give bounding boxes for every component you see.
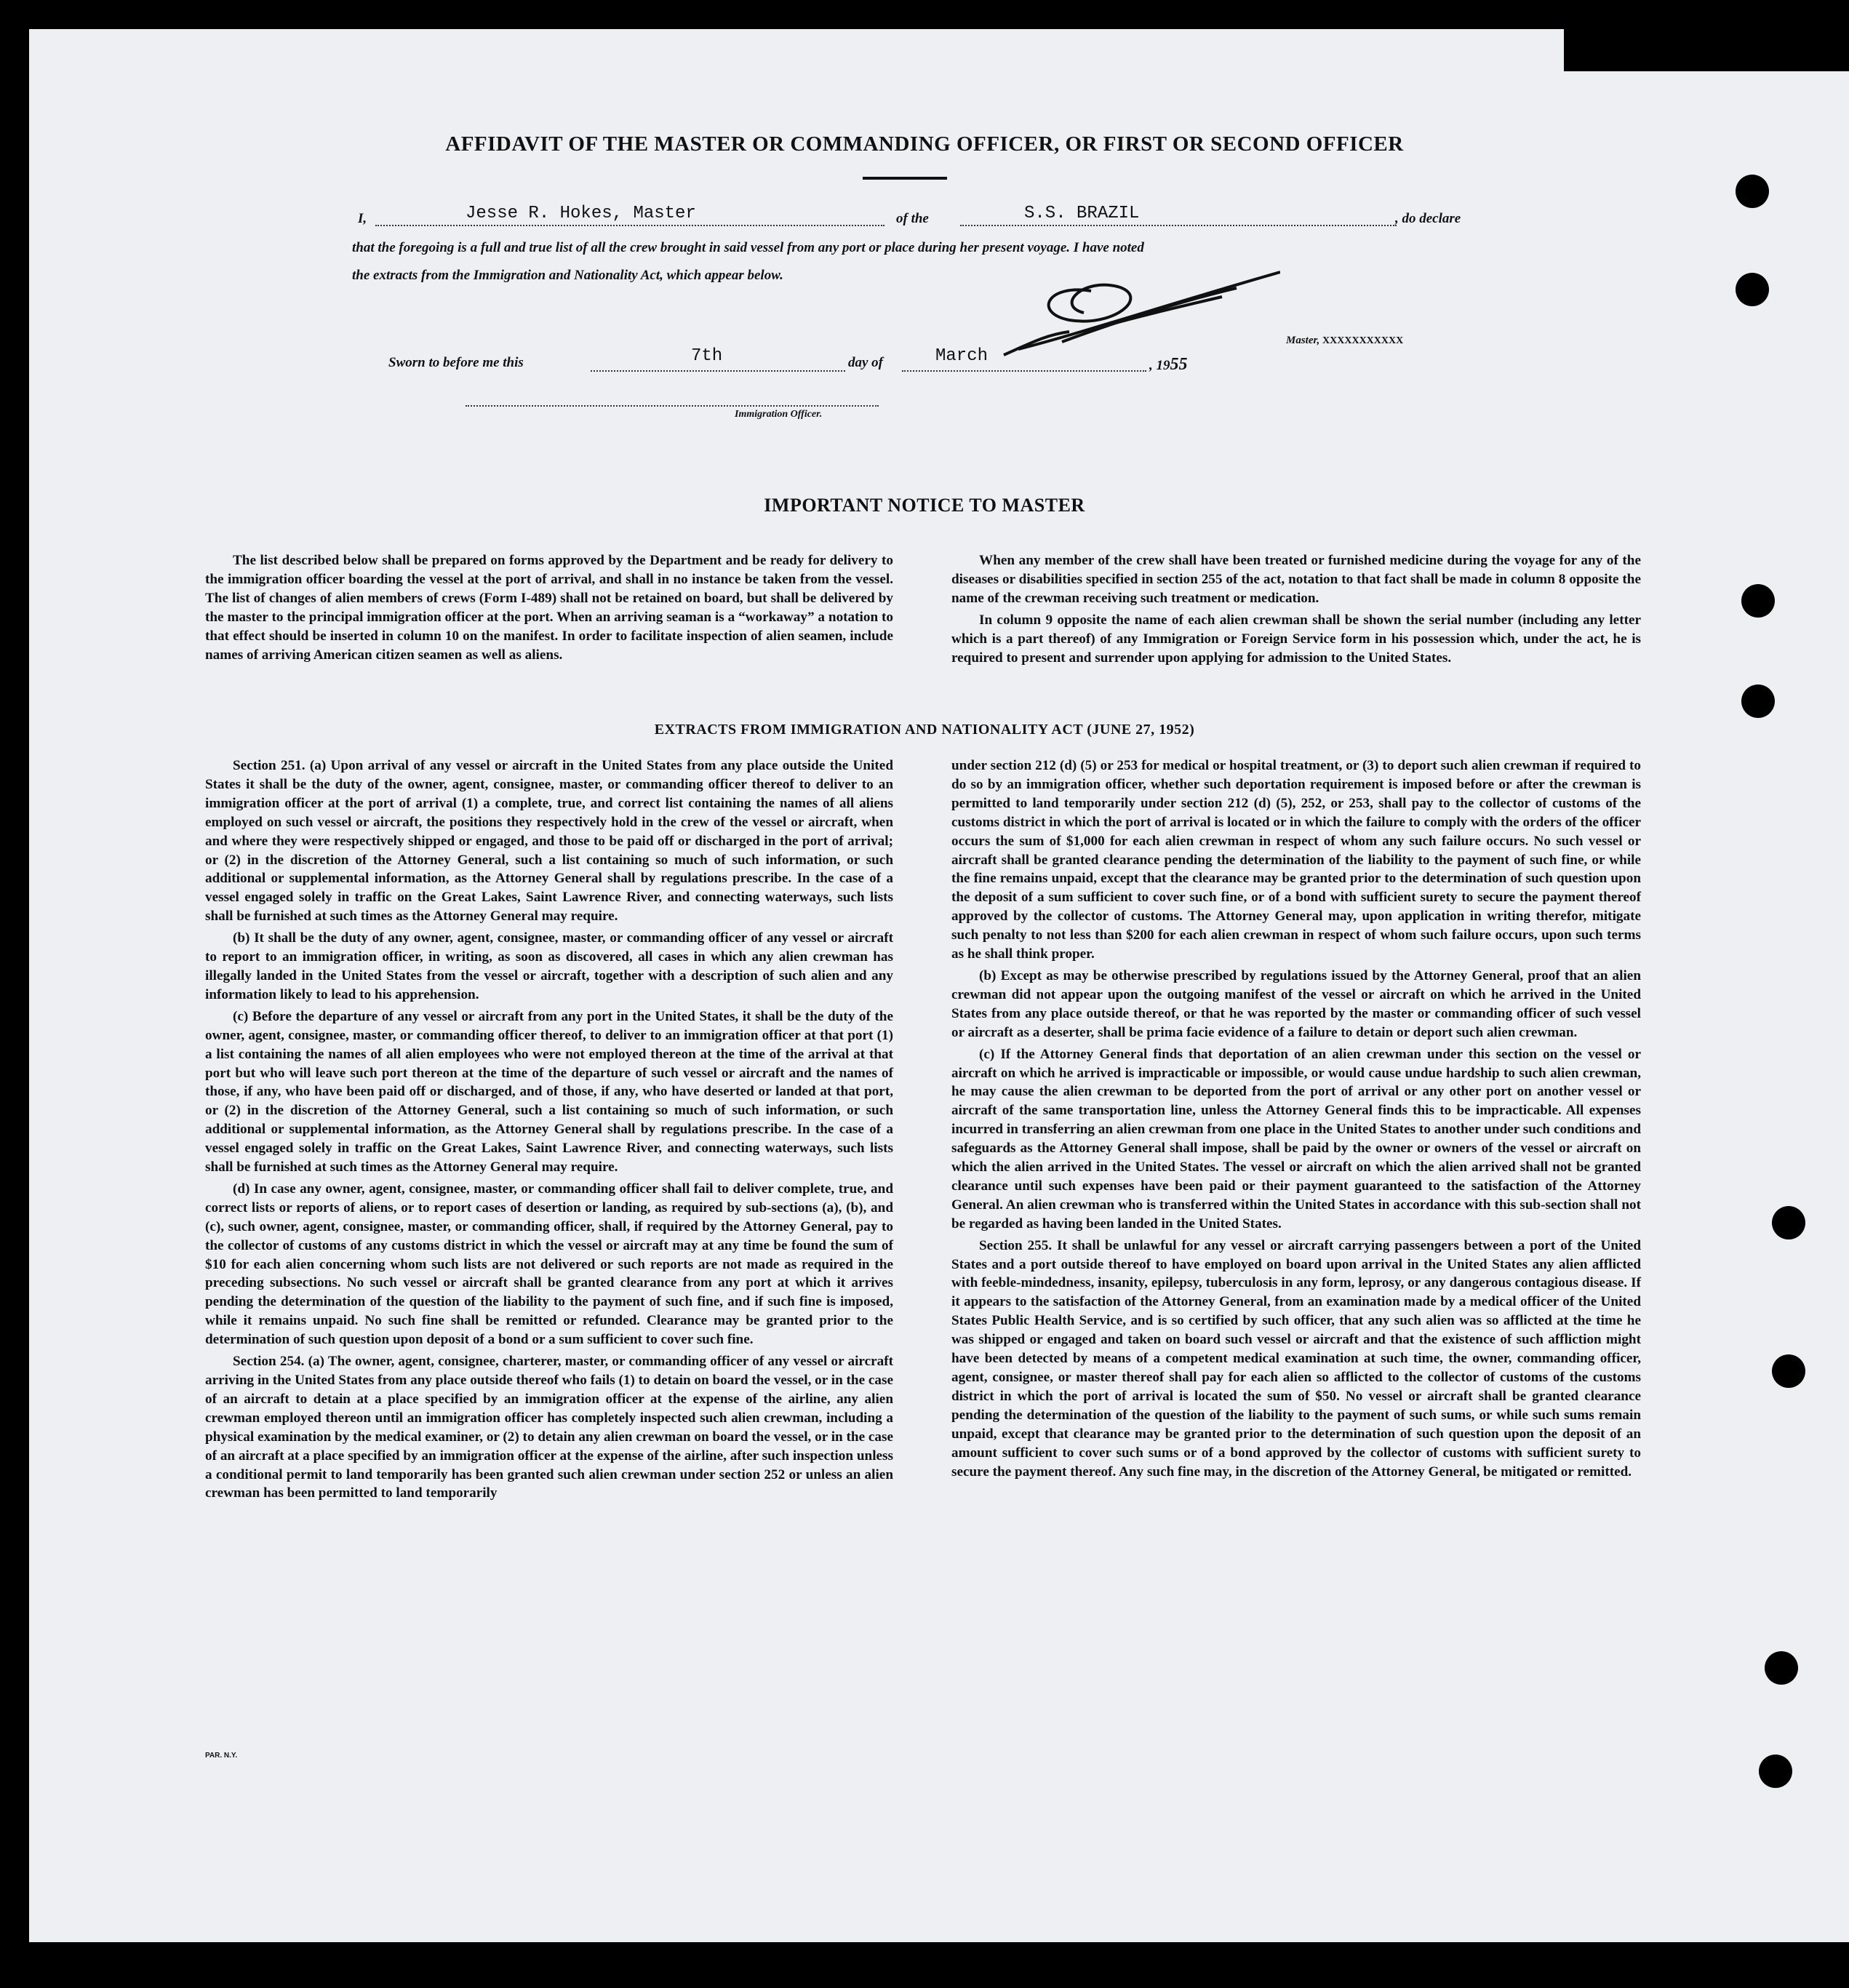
section-251-a: Section 251. (a) Upon arrival of any vessel or aircraft in the United States from any place outside the United States it shall be the duty of the owner, agent, consignee, master, or commanding officer thereof to deliver to an immigration officer at the port of arrival (1) a complete, true, and correct list containing the names of all aliens employed on such vessel or aircraft, the positions they respectively hold in the crew of the vessel or aircraft, when and where they were respectively shipped or engaged, and those to be paid off or discharged in the port of arrival; or (2) in the discretion of the Attorney General, such a list containing so much of such information, or such additional or supplemental information, as the Attorney General shall by regulations prescribe. In the case of a vessel engaged solely in traffic on the Great Lakes, Saint Lawrence River, and connecting waterways, such lists shall be furnished at such times as the Attorney General may require. — [205, 758, 893, 925]
immigration-officer-label: Immigration Officer. — [735, 409, 823, 420]
notice-left-paragraph: The list described below shall be prepared on forms approved by the Department and be ready for delivery to the immigration officer boarding the vessel at the port of arrival, and shall in no instance be taken from the vessel. The list of changes of alien members of crews (Form I-489) shall not be retained on board, but shall be delivered by the master to the principal immigration officer at the port. When an arriving seaman is a “workaway” a notation to that effect should be inserted in column 10 on the manifest. In order to facilitate inspection of alien seamen, include names of arriving American citizen seamen as well as aliens. — [205, 553, 893, 663]
notice-right-column — [951, 551, 1641, 670]
day-of-label: day of — [848, 355, 884, 370]
name-line — [375, 224, 884, 226]
binder-hole — [1765, 1651, 1798, 1685]
year-prefix: , 19 — [1149, 358, 1170, 373]
binder-hole — [1741, 584, 1775, 618]
section-254-a-continued: under section 212 (d) (5) or 253 for medical or hospital treatment, or (3) to deport such alien crewman if required to do so by an immigration officer, whether such deportation requirement is imposed before or after the crewman is permitted to land temporarily under section 212 (d) (5), 252, or 253, shall pay to the collector of customs of the customs district in which the port of arrival is located or in which the failure to comply with the orders of the officer occurs the sum of $1,000 for each alien crewman in respect of whom any such failure occurs. No such vessel or aircraft shall be granted clearance pending the determination of the liability to the payment of such fine, or while the fine remains unpaid, except that the clearance may be granted prior to the determination of such question upon the deposit of a sum sufficient to cover such fine, or of a bond with sufficient surety to secure the payment thereof approved by the collector of customs. The Attorney General may, upon application in writing therefor, mitigate such penalty to not less than $200 for each alien crewman in respect of whom such failure occurs, upon such terms as he shall think proper. — [951, 758, 1641, 962]
binder-hole — [1741, 684, 1775, 718]
of-the-label: of the — [896, 211, 929, 226]
section-254-a: Section 254. (a) The owner, agent, consignee, charterer, master, or commanding officer of any vessel or aircraft arriving in the United States from any place outside thereof who fails (1) to detain on board the vessel, or in the case of an aircraft to detain at a place specified by an immigration officer at the expense of the airline, any alien crewman employed thereon until an immigration officer has completely inspected such alien crewman, including a physical examination by the medical examiner, or (2) to detain any alien crewman on board the vessel, or in the case of an aircraft at a place specified by an immigration officer at the expense of the airline, after such inspection unless a conditional permit to land temporarily has been granted such alien crewman under section 252 or unless an alien crewman has been permitted to land temporarily — [205, 1354, 894, 1501]
notice-title: IMPORTANT NOTICE TO MASTER — [764, 495, 1085, 516]
sworn-label: Sworn to before me this — [388, 355, 524, 370]
sworn-day: 7th — [691, 346, 723, 366]
form-code: PAR. N.Y. — [205, 1752, 238, 1760]
notice-left-column — [205, 551, 893, 667]
notice-right-paragraph-2: In column 9 opposite the name of each alien crewman shall be shown the serial number (including any letter which is a part thereof) of any Immigration or Foreign Service form in his possession which, under the act, he is required to present and surrender upon applying for admission to the United States. — [951, 612, 1641, 666]
officer-signature-line — [466, 404, 879, 407]
binder-hole — [1772, 1206, 1805, 1239]
section-251-c: (c) Before the departure of any vessel or aircraft from any port in the United States, it shall be the duty of the owner, agent, consignee, master, or commanding officer thereof, to deliver to an immigration officer at that port (1) a list containing the names of all alien employees who were not employed thereon at the time of the arrival at that port but who will leave such port thereon at the time of the departure of such vessel or aircraft and the names of those, if any, who have been paid off or discharged, and of those, if any, who have deserted or landed at that port, or (2) in the discretion of the Attorney General, such a list containing so much of such information, or such additional or supplemental information, as the Attorney General shall by regulations prescribe. In the case of a vessel engaged solely in traffic on the Great Lakes, Saint Lawrence River, and connecting waterways, such lists shall be furnished at such times as the Attorney General may require. — [205, 1008, 893, 1175]
do-declare-label: , do declare — [1395, 211, 1461, 226]
master-title: Master, — [1286, 335, 1320, 346]
declaration-line-1: that the foregoing is a full and true list of all the crew brought in said vessel from any port or place during her present voyage. I have noted — [352, 240, 1144, 255]
title-rule — [863, 177, 947, 180]
binder-hole — [1772, 1354, 1805, 1388]
year-suffix: 55 — [1170, 355, 1188, 374]
master-name: Jesse R. Hokes, Master — [466, 204, 696, 223]
master-struck-text: XXXXXXXXXXX — [1322, 335, 1404, 346]
vessel-name: S.S. BRAZIL — [1024, 204, 1140, 223]
extracts-right-column — [951, 757, 1641, 1484]
section-254-c: (c) If the Attorney General finds that deportation of an alien crewman under this section on the vessel or aircraft on which he arrived is impracticable or impossible, or would cause undue hardship to such alien crewman, he may cause the alien crewman to be deported from the port of arrival or any other port on another vessel or aircraft of the same transportation line, unless the Attorney General finds this to be impracticable. All expenses incurred in transferring an alien crewman from one place in the United States to another under such conditions and safeguards as the Attorney General shall impose, shall be paid by the owner or owners of the vessel or aircraft on which the alien arrived in the United States. The vessel or aircraft on which the alien arrived shall not be granted clearance until such expenses have been paid or their payment guaranteed to the satisfaction of the Attorney General. An alien crewman who is transferred within the United States in accordance with this sub-section shall not be regarded as having been landed in the United States. — [951, 1046, 1641, 1231]
extracts-left-column — [205, 757, 893, 1506]
section-251-d: (d) In case any owner, agent, consignee, master, or commanding officer shall fail to deliver complete, true, and correct lists or reports of aliens, or to report cases of desertion or landing, as required by sub-sections (a), (b), and (c), such owner, agent, consignee, master, or commanding officer, shall, if required by the Attorney General, pay to the collector of customs of any customs district in which the vessel or aircraft may at any time be found the sum of $10 for each alien concerning whom such lists are not delivered or such reports are not made as required in the preceding subsections. No such vessel or aircraft shall be granted clearance from any port at which it arrives pending the determination of the question of the liability to the payment of such fine, and if such fine is imposed, while it remains unpaid. No such fine shall be remitted or refunded. Clearance may be granted prior to the determination of such question upon deposit of a bond or a sum sufficient to cover such fine. — [205, 1181, 893, 1348]
section-251-b: (b) It shall be the duty of any owner, agent, consignee, master, or commanding officer of any vessel or aircraft to report to an immigration officer, in writing, as soon as discovered, all cases in which any alien crewman has illegally landed in the United States from the vessel or aircraft, together with a description of such alien and any information likely to lead to his apprehension. — [205, 930, 893, 1002]
section-255: Section 255. It shall be unlawful for any vessel or aircraft carrying passengers between a port of the United States and a port outside thereof to have employed on board upon arrival in the United States any alien afflicted with feeble-mindedness, insanity, epilepsy, tuberculosis in any form, leprosy, or any dangerous contagious disease. If it appears to the satisfaction of the Attorney General, from an examination made by a medical officer of the United States Public Health Service, and is so certified by such officer, that any such alien was so afflicted at the time he was shipped or engaged and taken on board such vessel or aircraft and that the existence of such affliction might have been detected by means of a competent medical examination at such time, the owner, commanding officer, agent, consignee, or master thereof shall pay for each alien so afflicted to the collector of customs of the customs district in which the port of arrival is located the sum of $50. No vessel or aircraft shall be granted clearance pending the determination of the question of the liability to the payment of such sums, or while such sums remain unpaid, except that clearance may be granted prior to the determination of such question upon the deposit of an amount sufficient to cover such sums or of a bond approved by the collector of customs with sufficient surety to secure the payment thereof. Any such fine may, in the discretion of the Attorney General, be mitigated or remitted. — [951, 1237, 1641, 1480]
vessel-line — [960, 224, 1397, 226]
sworn-month-line — [902, 370, 1146, 372]
sworn-day-line — [591, 370, 845, 372]
sworn-month: March — [935, 346, 989, 366]
master-signature — [975, 262, 1280, 356]
binder-hole — [1736, 175, 1769, 208]
extracts-title: EXTRACTS FROM IMMIGRATION AND NATIONALITY ACT (JUNE 27, 1952) — [654, 722, 1195, 738]
master-label — [1286, 335, 1403, 347]
section-254-b: (b) Except as may be otherwise prescribed by regulations issued by the Attorney General, proof that an alien crewman did not appear upon the outgoing manifest of the vessel or aircraft on which he arrived in the United States from any place outside thereof, or that he was reported by the master or commanding officer of such vessel or aircraft as a deserter, shall be prima facie evidence of a failure to detain or deport such alien crewman. — [951, 967, 1641, 1040]
affidavit-title: AFFIDAVIT OF THE MASTER OR COMMANDING OFFICER, OR FIRST OR SECOND OFFICER — [445, 132, 1404, 156]
binder-hole — [1759, 1755, 1792, 1788]
notice-right-paragraph-1: When any member of the crew shall have been treated or furnished medicine during the voyage for any of the diseases or disabilities specified in section 255 of the act, notation to that fact shall be made in column 8 opposite the name of the crewman receiving such treatment or medication. — [951, 553, 1641, 606]
binder-hole — [1736, 273, 1769, 306]
year-label — [1149, 355, 1188, 375]
i-label: I, — [358, 211, 367, 226]
declaration-line-2: the extracts from the Immigration and Nationality Act, which appear below. — [352, 268, 783, 283]
document-page-tab — [1513, 29, 1564, 71]
